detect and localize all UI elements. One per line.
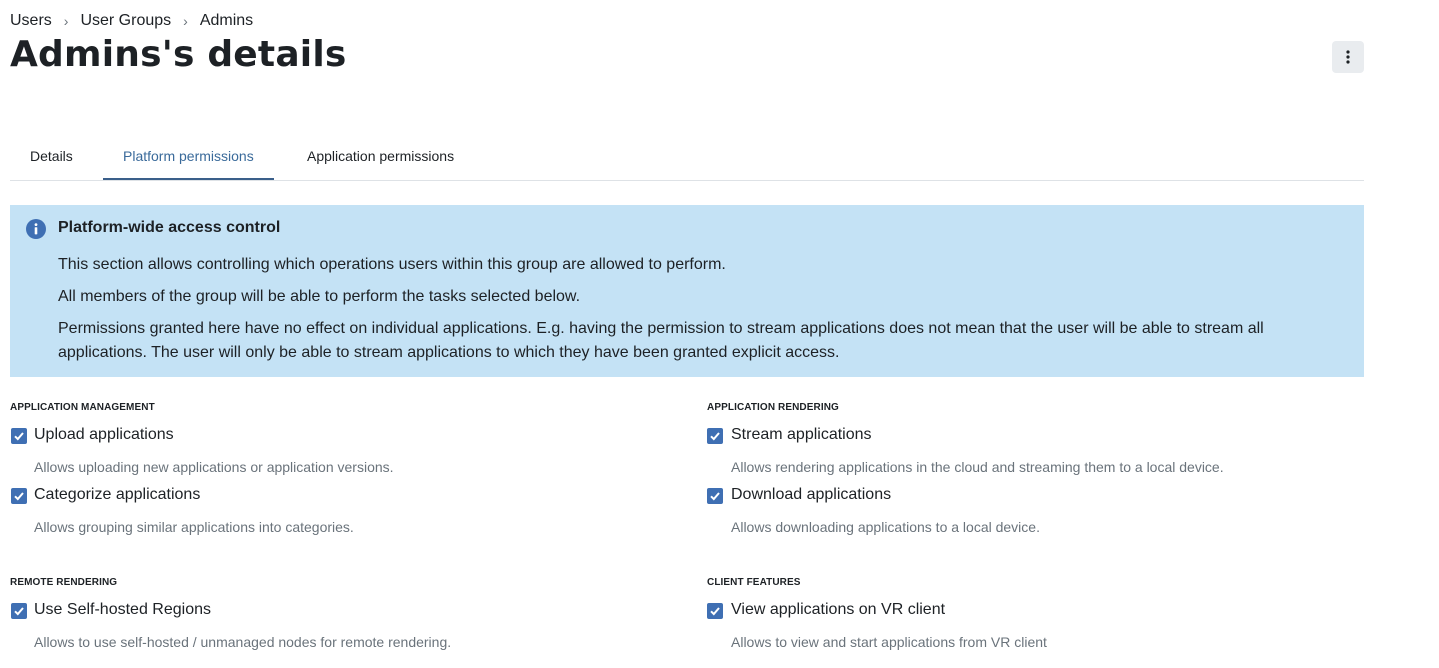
use-self-hosted-regions-checkbox[interactable]: [11, 603, 27, 619]
permission-description: Allows to use self-hosted / unmanaged nodes for remote rendering.: [34, 634, 452, 650]
breadcrumb-users[interactable]: Users: [10, 12, 52, 29]
download-applications-checkbox[interactable]: [707, 488, 723, 504]
view-applications-vr-checkbox[interactable]: [707, 603, 723, 619]
checkmark-icon: [709, 430, 721, 442]
permission-description: Allows grouping similar applications into categories.: [34, 519, 354, 535]
permission-description: Allows downloading applications to a local device.: [731, 519, 1040, 535]
breadcrumb-separator: ›: [183, 13, 188, 29]
upload-applications-checkbox[interactable]: [11, 428, 27, 444]
permission-label[interactable]: Categorize applications: [34, 486, 201, 503]
permission-label[interactable]: Download applications: [731, 486, 892, 503]
permission-description: Allows rendering applications in the cloud and streaming them to a local device.: [731, 459, 1224, 475]
info-paragraph: All members of the group will be able to perform the tasks selected below.: [58, 288, 581, 305]
permission-description: Allows to view and start applications from VR client: [731, 634, 1047, 650]
breadcrumb-user-groups[interactable]: User Groups: [80, 12, 172, 29]
checkmark-icon: [709, 490, 721, 502]
tab-platform-permissions[interactable]: Platform permissions: [103, 134, 274, 180]
permission-label[interactable]: Use Self-hosted Regions: [34, 601, 211, 618]
breadcrumb: [10, 12, 253, 30]
page-title: Admins's details: [10, 34, 347, 75]
info-icon: [26, 219, 46, 239]
more-actions-button[interactable]: [1332, 41, 1364, 73]
checkmark-icon: [709, 605, 721, 617]
checkmark-icon: [13, 490, 25, 502]
breadcrumb-separator: ›: [63, 13, 69, 29]
permission-label[interactable]: Stream applications: [731, 426, 872, 443]
tab-details[interactable]: Details: [30, 148, 73, 164]
tab-application-permissions[interactable]: Application permissions: [307, 148, 455, 164]
section-heading-remote-rendering: REMOTE RENDERING: [10, 577, 118, 588]
info-alert: [10, 205, 1364, 377]
permission-label[interactable]: Upload applications: [34, 426, 174, 443]
section-heading-application-rendering: APPLICATION RENDERING: [707, 402, 839, 413]
breadcrumb-admins: Admins: [199, 12, 254, 29]
permission-label[interactable]: View applications on VR client: [731, 601, 946, 618]
info-paragraph: This section allows controlling which operations users within this group are allowed to perform.: [58, 256, 726, 273]
categorize-applications-checkbox[interactable]: [11, 488, 27, 504]
checkmark-icon: [13, 430, 25, 442]
tab-bar: [10, 134, 1364, 181]
checkmark-icon: [13, 605, 25, 617]
kebab-menu-icon: [1346, 50, 1350, 64]
section-heading-client-features: CLIENT FEATURES: [707, 577, 801, 588]
section-heading-application-management: APPLICATION MANAGEMENT: [10, 402, 155, 413]
permission-description: Allows uploading new applications or application versions.: [34, 459, 394, 475]
stream-applications-checkbox[interactable]: [707, 428, 723, 444]
info-paragraph: Permissions granted here have no effect on individual applications. E.g. having the permission to stream applications does not mean that the user will be able to stream all applications. The user will only be able to stream applications to which they have been granted explicit access.: [58, 320, 1264, 361]
info-title: Platform-wide access control: [58, 219, 281, 236]
